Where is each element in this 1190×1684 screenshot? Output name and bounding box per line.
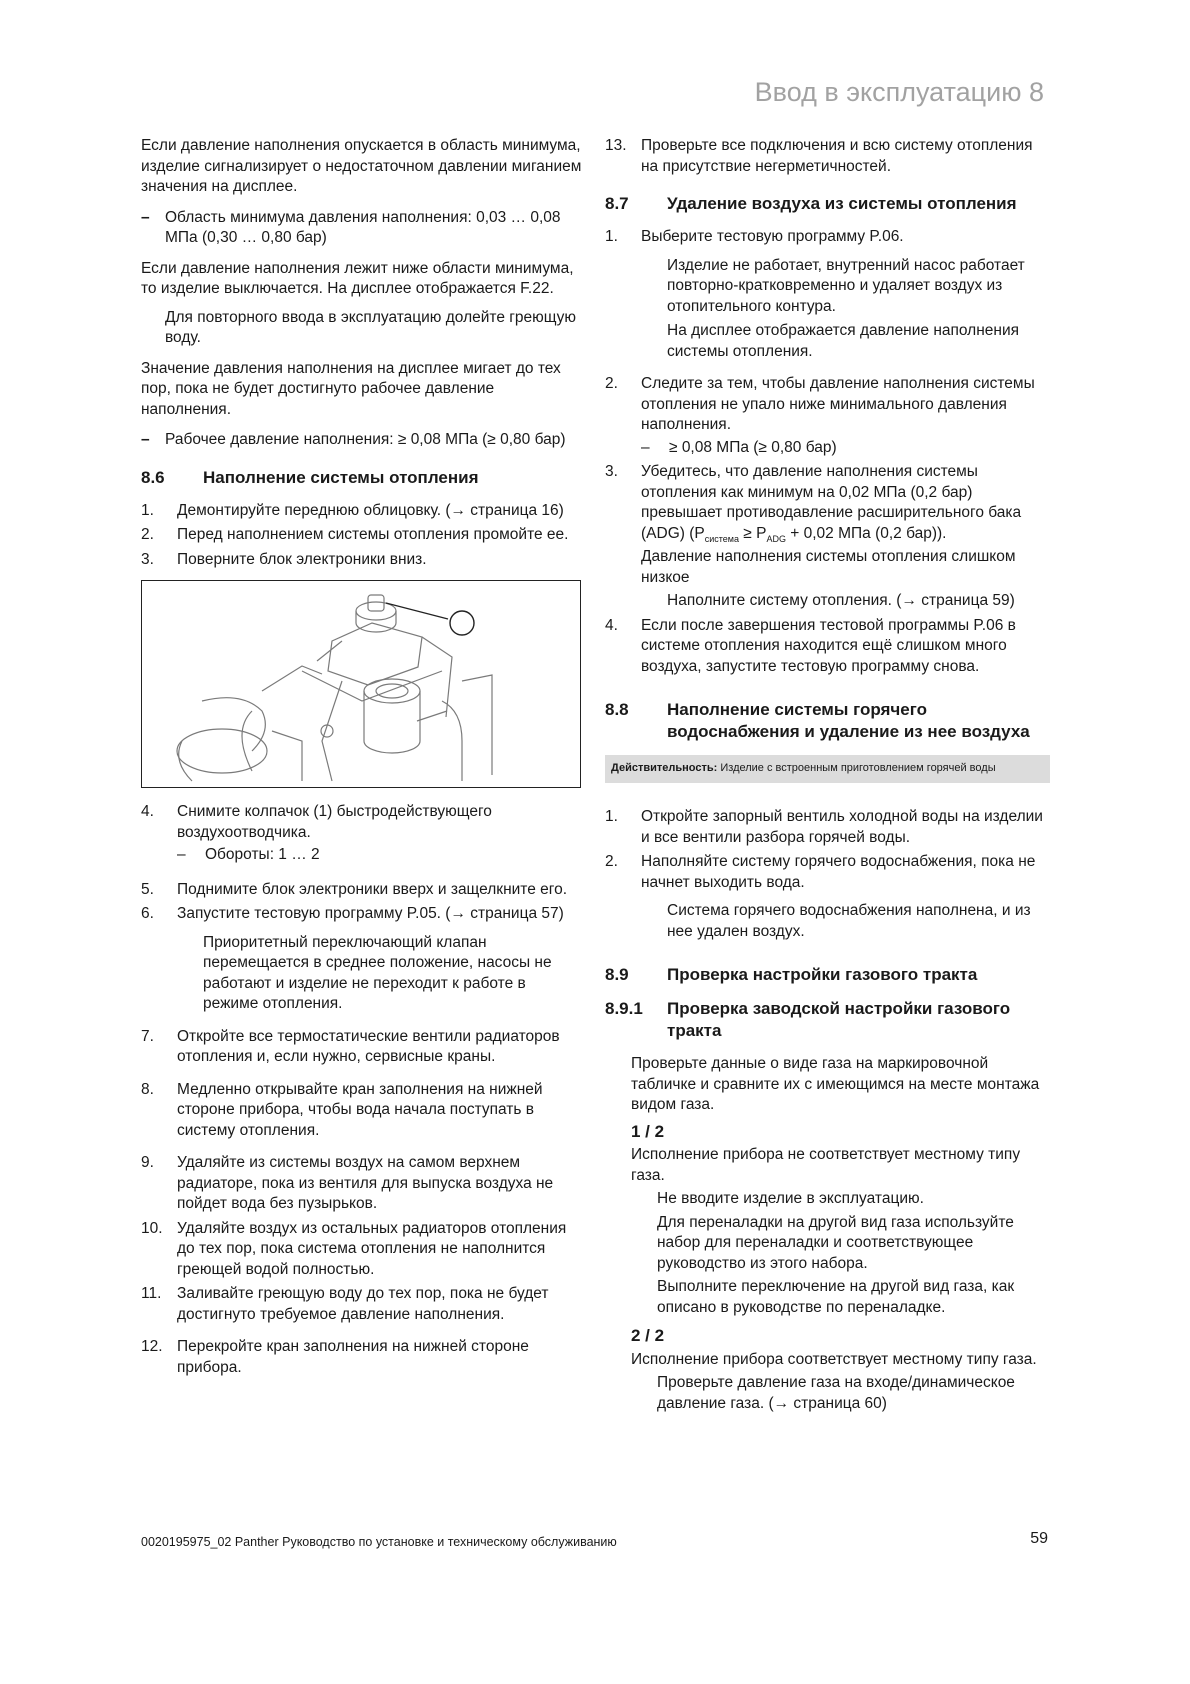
action-text: Наполните систему отопления. (→ страница 59)	[667, 592, 1015, 609]
step-item: 2. Следите за тем, чтобы давление наполнения системы отопления не упало ниже минимального давления наполнения. – ≥ 0,08 МПа (≥ 0,80 бар)	[605, 374, 1050, 458]
case-label: 2 / 2	[631, 1326, 665, 1345]
action-text: Для переналадки на другой вид газа используйте набор для переналадки и соответствующее руководство из этого набора.	[657, 1213, 1014, 1272]
case-label: 1 / 2	[631, 1121, 665, 1141]
step-item: 1. Выберите тестовую программу P.06.	[605, 228, 904, 245]
validity-note: Действительность: Изделие с встроенным приготовлением горячей воды	[605, 755, 1050, 783]
step-item: 4. Снимите колпачок (1) быстродействующего воздухоотводчика. – Обороты: 1 … 2	[141, 802, 583, 866]
sub-item: – ≥ 0,08 МПа (≥ 0,80 бар)	[641, 438, 837, 456]
section-heading-8-9-1: 8.9.1 Проверка заводской настройки газового тракта	[605, 999, 1011, 1040]
step-item: 3. Убедитесь, что давление наполнения системы отопления как минимум на 0,02 МПа (0,2 бар) превышает противодавление расширительного бака (ADG) ($P_{система} \ge P_{ADG} + 0,02$ МПа (0,2 бар)). Давление наполнения системы отопления слишком низкое Наполните систему отопления. (→ страница 59)	[605, 462, 1050, 612]
step-result: Система горячего водоснабжения наполнена, и из нее удален воздух.	[667, 902, 1031, 940]
step-item: 1. Демонтируйте переднюю облицовку. (→ страница 16)	[141, 501, 564, 519]
section-heading-8-7: 8.7 Удаление воздуха из системы отопления	[605, 194, 1017, 213]
step-item: 9. Удаляйте из системы воздух на самом верхнем радиаторе, пока из вентиля для выпуска воздуха не пойдет вода без пузырьков.	[141, 1154, 554, 1212]
footer-text: 0020195975_02 Panther Руководство по установке и техническому обслуживанию	[141, 1535, 617, 1549]
paragraph: Проверьте данные о виде газа на маркировочной табличке и сравните их с имеющимся на месте монтажа видом газа.	[631, 1055, 1040, 1113]
action-text: Проверьте давление газа на входе/динамическое давление газа. (→ страница 60)	[657, 1374, 1015, 1412]
sub-item: – Обороты: 1 … 2	[177, 846, 320, 863]
step-item: 6. Запустите тестовую программу P.05. (→ страница 57)	[141, 905, 564, 922]
step-result: Изделие не работает, внутренний насос работает повторно-кратковременно и удаляет воздух из отопительного контура. На дисплее отображается давление наполнения системы отопления.	[667, 256, 1025, 360]
step-item: 13. Проверьте все подключения и всю систему отопления на присутствие негерметичностей.	[605, 137, 1033, 175]
section-heading-8-9: 8.9 Проверка настройки газового тракта	[605, 965, 978, 984]
paragraph: Значение давления наполнения на дисплее мигает до тех пор, пока не будет достигнуто рабочее давление наполнения.	[141, 359, 561, 418]
step-item: 4. Если после завершения тестовой программы P.06 в системе отопления находится ещё слишком много воздуха, запустите тестовую программу снова.	[605, 616, 1016, 675]
bullet-item: – Область минимума давления наполнения: 0,03 … 0,08 МПа (0,30 … 0,80 бар)	[141, 208, 561, 246]
indented-paragraph: Для повторного ввода в эксплуатацию долейте греющую воду.	[165, 308, 577, 346]
step-item: 11. Заливайте греющую воду до тех пор, пока не будет достигнуто требуемое давление наполнения.	[141, 1285, 549, 1323]
step-item: 10. Удаляйте воздух из остальных радиаторов отопления до тех пор, пока система отопления не наполнится греющей водой полностью.	[141, 1219, 567, 1278]
condition-text: Давление наполнения системы отопления слишком низкое	[641, 548, 1016, 586]
action-text: Не вводите изделие в эксплуатацию.	[657, 1190, 924, 1207]
section-heading-8-6: 8.6 Наполнение системы отопления	[141, 467, 479, 487]
right-column	[605, 136, 1050, 1414]
step-list	[141, 501, 583, 571]
section-heading-8-8: 8.8 Наполнение системы горячего водоснабжения и удаление из нее воздуха	[605, 700, 1030, 741]
figure-electronics-box	[141, 580, 581, 788]
step-item: 5. Поднимите блок электроники вверх и защелкните его.	[141, 880, 567, 898]
step-item: 3. Поверните блок электроники вниз.	[141, 550, 427, 568]
step-item: 2. Перед наполнением системы отопления промойте ее.	[141, 526, 569, 543]
step-item: 2. Наполняйте систему горячего водоснабжения, пока не начнет выходить вода.	[605, 853, 1036, 891]
paragraph: Если давление наполнения опускается в область минимума, изделие сигнализирует о недостаточном давлении миганием значения на дисплее.	[141, 137, 582, 195]
action-text: Выполните переключение на другой вид газа, как описано в руководстве по переналадке.	[657, 1278, 1015, 1316]
page-header: Ввод в эксплуатацию 8	[754, 77, 1044, 107]
left-column	[141, 136, 583, 1382]
bullet-item: – Рабочее давление наполнения: ≥ 0,08 МПа (≥ 0,80 бар)	[141, 431, 566, 448]
boiler-illustration	[142, 581, 580, 787]
page-number: 59	[1030, 1530, 1048, 1547]
step-item: 12. Перекройте кран заполнения на нижней стороне прибора.	[141, 1338, 529, 1376]
step-item: 1. Откройте запорный вентиль холодной воды на изделии и все вентили разбора горячей воды.	[605, 808, 1043, 846]
step-result: Приоритетный переключающий клапан перемещается в среднее положение, насосы не работают и изделие не переходит к работе в режиме отопления.	[203, 933, 552, 1012]
condition-text: Исполнение прибора не соответствует местному типу газа.	[631, 1146, 1021, 1184]
callout-circle-icon	[450, 611, 474, 635]
paragraph: Если давление наполнения лежит ниже области минимума, то изделие выключается. На дисплее отображается F.22.	[141, 259, 574, 297]
step-item: 8. Медленно открывайте кран заполнения на нижней стороне прибора, чтобы вода начала поступать в систему отопления.	[141, 1080, 543, 1139]
condition-text: Исполнение прибора соответствует местному типу газа.	[631, 1350, 1037, 1368]
step-item: 7. Откройте все термостатические вентили радиаторов отопления и, если нужно, сервисные краны.	[141, 1027, 560, 1065]
